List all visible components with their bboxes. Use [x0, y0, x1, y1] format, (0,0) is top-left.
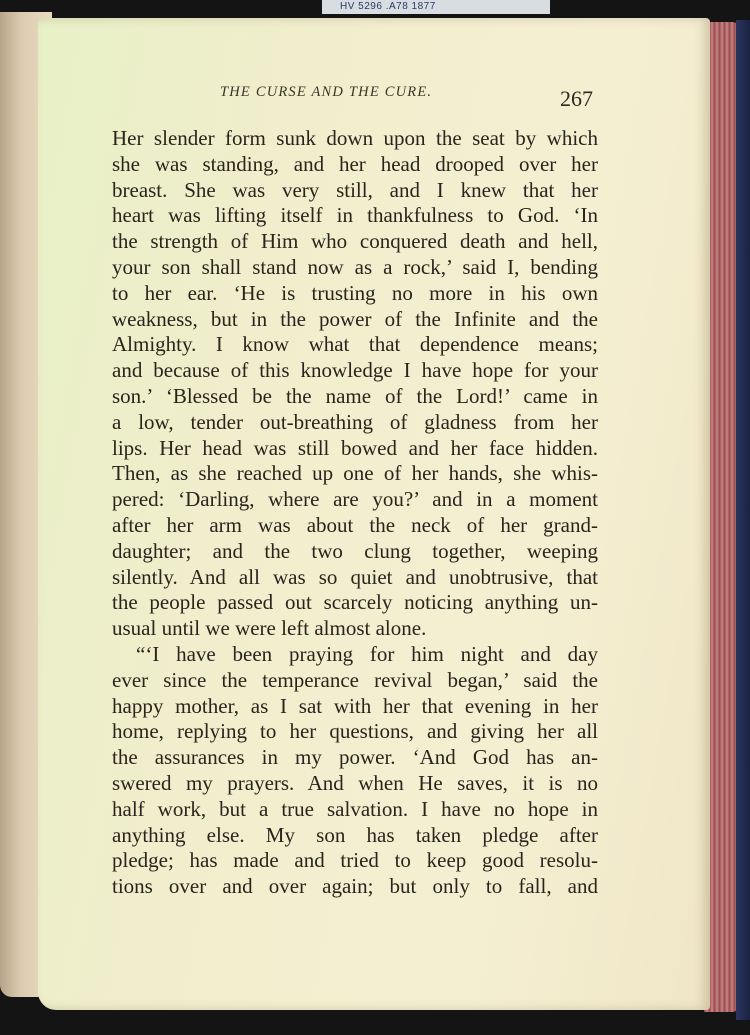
- text-line: weakness, but in the power of the Infinite and the: [112, 306, 598, 331]
- page-number: 267: [560, 86, 593, 111]
- text-line: tions over and over again; but only to fall, and: [112, 874, 598, 899]
- text-line: swered my prayers. And when He saves, it is no: [112, 770, 598, 795]
- text-line: a low, tender out-breathing of gladness from her: [112, 409, 598, 434]
- text-line: she was standing, and her head drooped over her: [112, 151, 598, 176]
- text-line: home, replying to her questions, and giving her all: [112, 719, 598, 744]
- text-line: and because of this knowledge I have hope for your: [112, 358, 598, 383]
- text-line: son.’ ‘Blessed be the name of the Lord!’ came in: [112, 383, 598, 408]
- text-line: half work, but a true salvation. I have no hope in: [112, 796, 598, 821]
- text-line: ever since the temperance revival began,’ said the: [112, 667, 598, 692]
- text-line: usual until we were left almost alone.: [112, 616, 427, 641]
- text-line: Her slender form sunk down upon the seat by which: [112, 126, 598, 150]
- text-line: Almighty. I know what that dependence means;: [112, 332, 598, 357]
- text-line: lips. Her head was still bowed and her face hidden.: [112, 435, 598, 460]
- library-call-number-label: HV 5296 .A78 1877: [322, 0, 550, 14]
- text-line: “‘I have been praying for him night and day: [136, 641, 598, 666]
- text-line: the people passed out scarcely noticing anything un-: [112, 590, 598, 615]
- text-line: silently. And all was so quiet and unobtrusive, that: [112, 564, 598, 589]
- running-head: THE CURSE AND THE CURE.: [220, 84, 433, 100]
- text-line: Then, as she reached up one of her hands, she whis-: [112, 461, 598, 486]
- text-line: heart was lifting itself in thankfulness to God. ‘In: [112, 203, 598, 228]
- text-line: pledge; has made and tried to keep good resolu-: [112, 848, 598, 873]
- text-line: your son shall stand now as a rock,’ said I, bending: [112, 254, 598, 279]
- text-line: daughter; and the two clung together, weeping: [112, 538, 598, 563]
- text-line: to her ear. ‘He is trusting no more in his own: [112, 280, 598, 305]
- text-line: happy mother, as I sat with her that evening in her: [112, 693, 598, 718]
- text-line: after her arm was about the neck of her grand-: [112, 512, 598, 537]
- text-line: the strength of Him who conquered death and hell,: [112, 229, 598, 254]
- text-line: the assurances in my power. ‘And God has an-: [112, 745, 598, 770]
- book-cover-edge: [736, 20, 750, 1020]
- text-line: breast. She was very still, and I knew that her: [112, 177, 598, 202]
- text-line: pered: ‘Darling, where are you?’ and in a moment: [112, 487, 598, 512]
- body-text: [112, 126, 598, 900]
- text-line: anything else. My son has taken pledge after: [112, 822, 598, 847]
